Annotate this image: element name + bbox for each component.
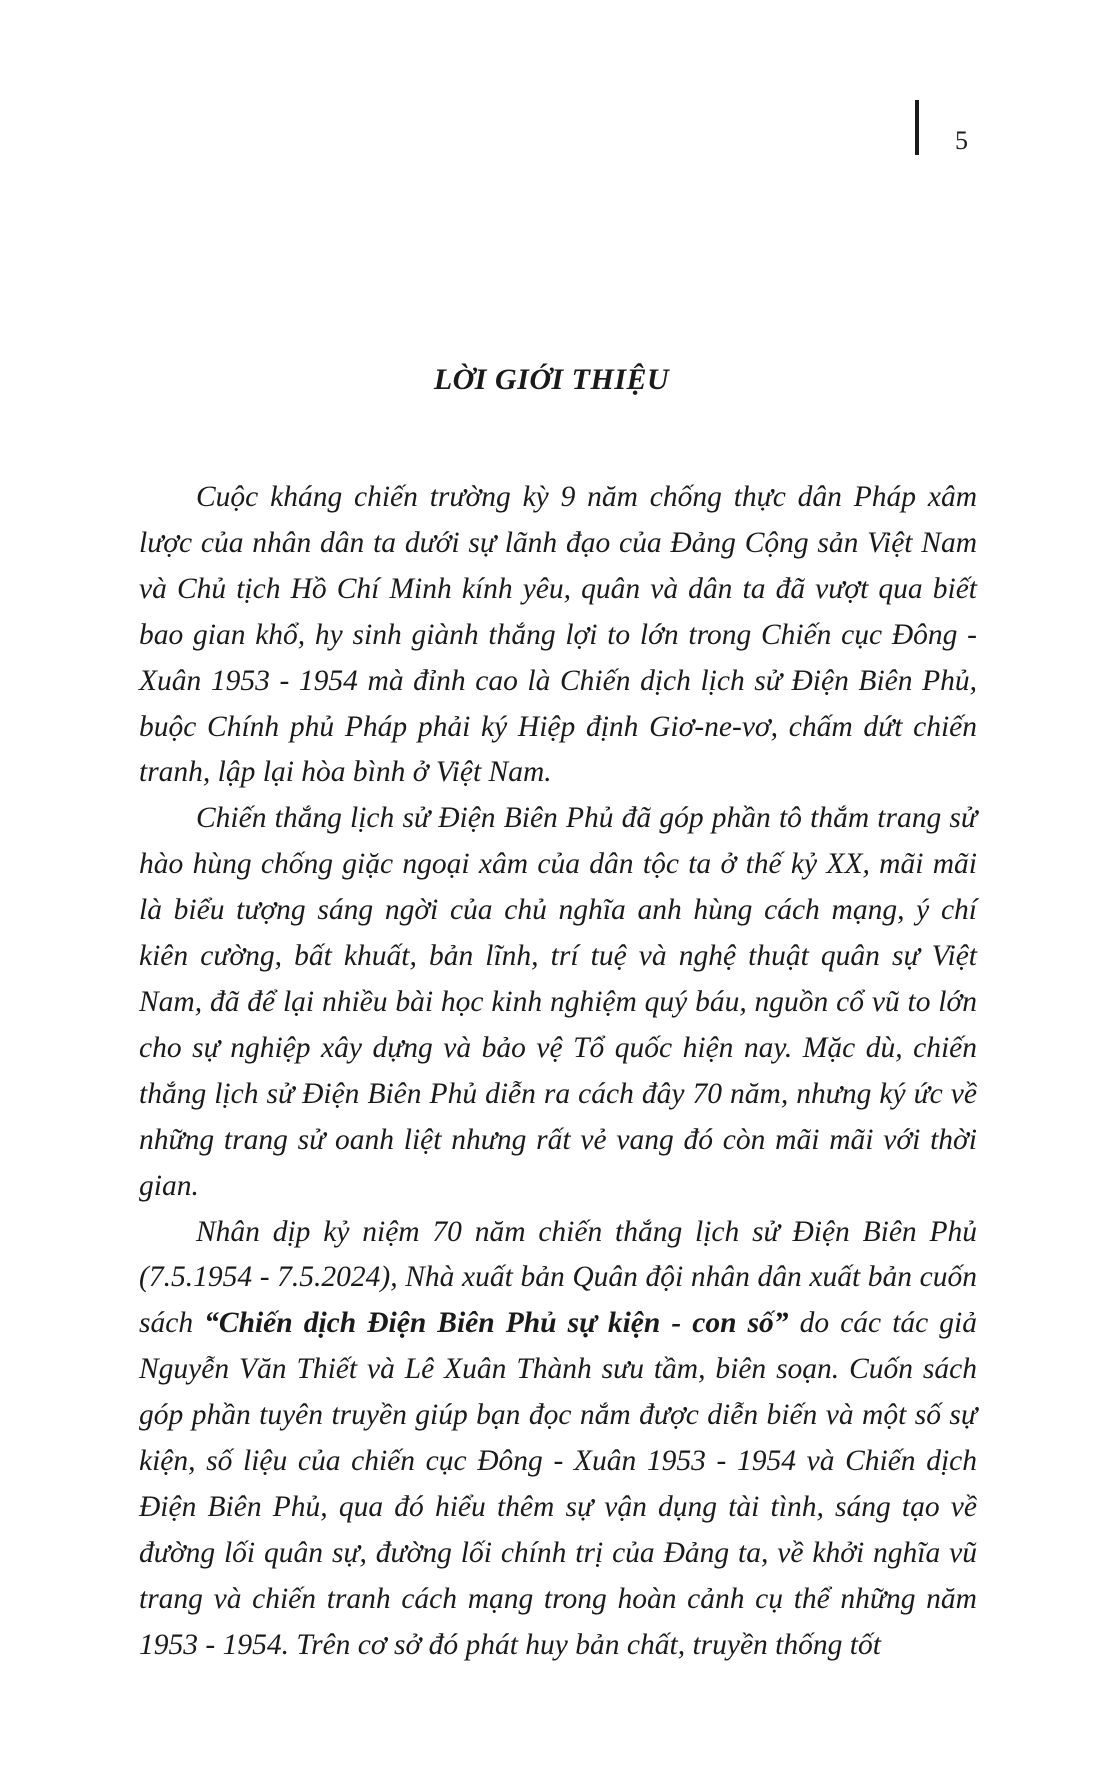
paragraph-3-before: Nhân dịp kỷ niệm 70 năm chiến thắng lịch sử Điện Biên Phủ (7.5.1954 - 7.5.2024), Nhà xuất bản Quân đội nhân dân xuất bản cuốn sách <box>139 1215 977 1340</box>
paragraph-2: Chiến thắng lịch sử Điện Biên Phủ đã góp phần tô thắm trang sử hào hùng chống giặc ngoại xâm của dân tộc ta ở thế kỷ XX, mãi mãi là biểu tượng sáng ngời của chủ nghĩa anh hùng cách mạng, ý chí kiên cường, bất khuất, bản lĩnh, trí tuệ và nghệ thuật quân sự Việt Nam, đã để lại nhiều bài học kinh nghiệm quý báu, nguồn cổ vũ to lớn cho sự nghiệp xây dựng và bảo vệ Tổ quốc hiện nay. Mặc dù, chiến thắng lịch sử Điện Biên Phủ diễn ra cách đây 70 năm, nhưng ký ức về những trang sử oanh liệt nhưng rất vẻ vang đó còn mãi mãi với thời gian. <box>139 802 977 1202</box>
paragraph-1: Cuộc kháng chiến trường kỳ 9 năm chống thực dân Pháp xâm lược của nhân dân ta dưới sự lãnh đạo của Đảng Cộng sản Việt Nam và Chủ tịch Hồ Chí Minh kính yêu, quân và dân ta đã vượt qua biết bao gian khổ, hy sinh giành thắng lợi to lớn trong Chiến cục Đông - Xuân 1953 - 1954 mà đỉnh cao là Chiến dịch lịch sử Điện Biên Phủ, buộc Chính phủ Pháp phải ký Hiệp định Giơ-ne-vơ, chấm dứt chiến tranh, lập lại hòa bình ở Việt Nam. <box>139 481 977 789</box>
page-title: LỜI GIỚI THIỆU <box>433 363 670 396</box>
book-title: “Chiến dịch Điện Biên Phủ sự kiện - con số” <box>204 1307 789 1340</box>
paragraph-3 <box>139 1210 977 1669</box>
paragraph-3-after: do các tác giả Nguyễn Văn Thiết và Lê Xuân Thành sưu tầm, biên soạn. Cuốn sách góp phần tuyên truyền giúp bạn đọc nắm được diễn biến và một số sự kiện, số liệu của chiến cục Đông - Xuân 1953 - 1954 và Chiến dịch Điện Biên Phủ, qua đó hiểu thêm sự vận dụng tài tình, sáng tạo về đường lối quân sự, đường lối chính trị của Đảng ta, về khởi nghĩa vũ trang và chiến tranh cách mạng trong hoàn cảnh cụ thể những năm 1953 - 1954. Trên cơ sở đó phát huy bản chất, truyền thống tốt <box>139 1307 977 1661</box>
page-number: 5 <box>955 126 968 155</box>
header-rule <box>915 100 919 155</box>
body-text <box>139 475 977 1669</box>
